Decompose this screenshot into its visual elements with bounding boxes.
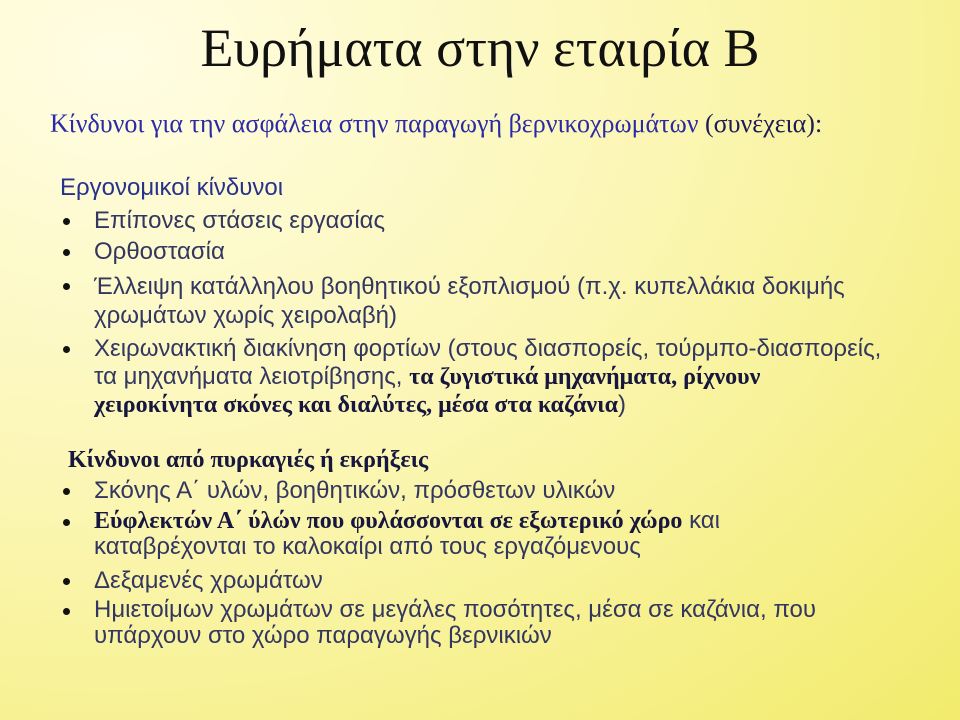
list-item-line: υπάρχουν στο χώρο παραγωγής βερνικιών	[94, 622, 552, 649]
section-subtitle	[50, 108, 822, 140]
bullet-icon	[63, 608, 70, 615]
ergonomic-risks-heading: Εργονομικοί κίνδυνοι	[60, 174, 284, 201]
list-item-line: Δεξαμενές χρωμάτων	[94, 567, 323, 594]
list-item-line	[94, 508, 720, 534]
list-item-line: Έλλειψη κατάλληλου βοηθητικού εξοπλισμού (π.χ. κυπελλάκια δοκιμής	[94, 273, 845, 300]
bullet-icon	[63, 578, 70, 585]
slide-title: Ευρήματα στην εταιρία Β	[200, 18, 760, 78]
list-item-line	[94, 391, 881, 419]
list-item-line: Επίπονες στάσεις εργασίας	[94, 207, 386, 234]
bullet-icon	[63, 218, 70, 225]
list-item	[94, 597, 816, 649]
bullet-icon	[63, 249, 70, 256]
list-item	[94, 335, 881, 419]
list-item	[94, 567, 323, 595]
list-item-line: Σκόνης Α΄ υλών, βοηθητικών, πρόσθετων υλικών	[94, 477, 616, 504]
bullet-icon	[63, 346, 70, 353]
list-item-line: χρωμάτων χωρίς χειρολαβή)	[94, 302, 397, 329]
bullet-icon	[63, 488, 70, 495]
list-item-text: και	[689, 507, 721, 534]
list-item	[94, 508, 720, 560]
list-item-line: Χειρωνακτική διακίνηση φορτίων (στους διασπορείς, τούρμπο-διασπορείς,	[94, 335, 882, 362]
list-item	[94, 272, 845, 330]
list-item	[94, 207, 385, 235]
list-item	[94, 477, 615, 505]
list-item-line: Ημιετοίμων χρωμάτων σε μεγάλες ποσότητες, μέσα σε καζάνια, που	[94, 596, 817, 623]
list-item-line	[94, 363, 881, 391]
bullet-icon	[63, 283, 70, 290]
list-item-text: )	[618, 391, 626, 418]
list-item-line: Ορθοστασία	[94, 238, 225, 265]
bullet-icon	[63, 519, 70, 526]
list-item-text: τα μηχανήματα λειοτρίβησης,	[94, 363, 403, 390]
emphasis-text: Εύφλεκτών Α΄ ύλών που φυλάσσονται σε εξωτερικό χώρο	[94, 508, 683, 534]
emphasis-text: χειροκίνητα σκόνες και διαλύτες, μέσα στα καζάνια	[94, 392, 618, 418]
list-item-line: καταβρέχονται το καλοκαίρι από τους εργαζόμενους	[94, 533, 641, 560]
fire-risks-heading: Κίνδυνοι από πυρκαγιές ή εκρήξεις	[68, 447, 429, 473]
list-item	[94, 238, 225, 266]
subtitle-main: Κίνδυνοι για την ασφάλεια στην παραγωγή βερνικοχρωμάτων	[50, 109, 699, 138]
subtitle-suffix: (συνέχεια):	[704, 109, 823, 138]
emphasis-text: τα ζυγιστικά μηχανήματα, ρίχνουν	[409, 364, 761, 390]
